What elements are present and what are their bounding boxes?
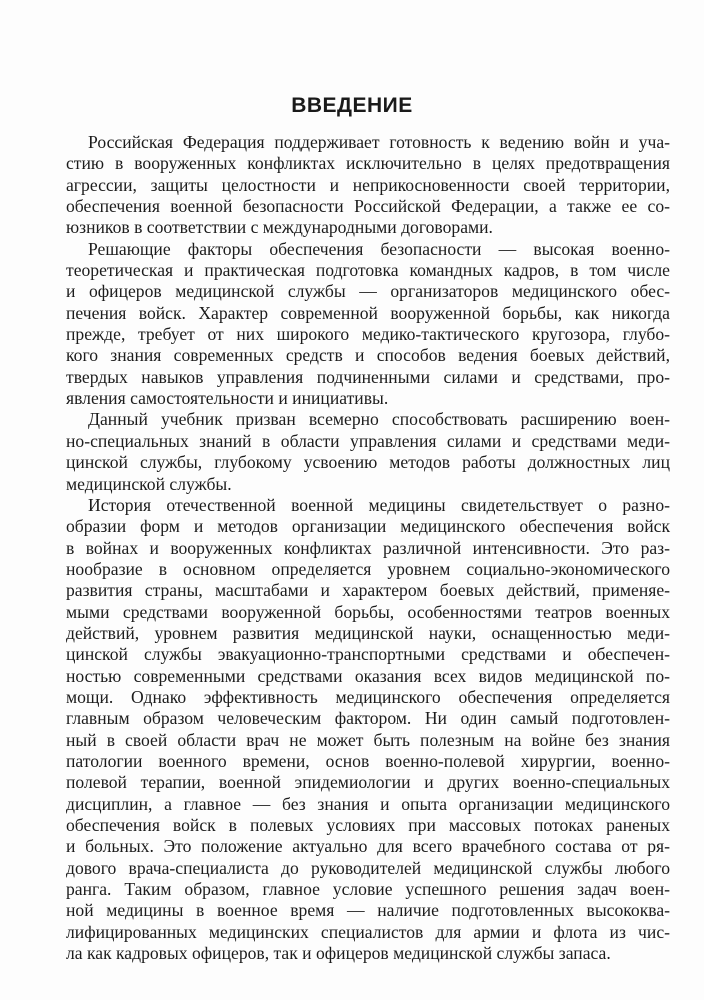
text-line: теоретическая и практическая подготовка командных кадров, в том числе (66, 260, 670, 281)
text-line: патологии военного времени, основ военно-полевой хирургии, военно- (66, 750, 670, 771)
text-line: но-специальных знаний в области управления силами и средствами меди- (66, 430, 670, 451)
text-line: главным образом человеческим фактором. Ни один самый подготовлен- (66, 708, 670, 729)
text-line: ный в своей области врач не может быть полезным на войне без знания (66, 729, 670, 750)
text-line: и больных. Это положение актуально для всего врачебного состава от ря- (66, 836, 670, 857)
text-line: обеспечения военной безопасности Российской Федерации, а также ее со- (66, 196, 670, 217)
text-line: Решающие факторы обеспечения безопасности — высокая военно- (88, 238, 670, 259)
text-line: твердых навыков управления подчиненными силами и средствами, про- (66, 366, 670, 387)
text-line: образии форм и методов организации медицинского обеспечения войск (66, 516, 670, 537)
paragraph (66, 409, 670, 494)
page-title: ВВЕДЕНИЕ (291, 94, 413, 117)
text-line: ной медицины в военное время — наличие подготовленных высококва- (66, 900, 670, 921)
text-line: стию в вооруженных конфликтах исключительно в целях предотвращения (66, 153, 670, 174)
text-line: цинской службы эвакуационно-транспортными средствами и обеспечен- (66, 644, 670, 665)
text-line: нообразие в основном определяется уровнем социально-экономического (66, 558, 670, 579)
text-line: кого знания современных средств и способов ведения боевых действий, (66, 345, 670, 366)
text-line: История отечественной военной медицины свидетельствует о разно- (88, 494, 670, 515)
text-line: Данный учебник призван всемерно способствовать расширению воен- (88, 409, 670, 430)
text-line: явления самостоятельности и инициативы. (66, 388, 389, 409)
text-line: дисциплин, а главное — без знания и опыта организации медицинского (66, 793, 670, 814)
text-line: полевой терапии, военной эпидемиологии и других военно-специальных (66, 772, 670, 793)
body-text (66, 132, 670, 964)
text-line: ла как кадровых офицеров, так и офицеров медицинской службы запаса. (66, 943, 611, 964)
text-line: медицинской службы. (66, 473, 232, 494)
text-line: в войнах и вооруженных конфликтах различной интенсивности. Это раз- (66, 537, 670, 558)
text-line: юзников в соответствии с международными договорами. (66, 217, 493, 238)
text-line: прежде, требует от них широкого медико-тактического кругозора, глубо- (66, 324, 670, 345)
text-line: дового врача-специалиста до руководителей медицинской службы любого (66, 857, 670, 878)
text-line: ностью современными средствами оказания всех видов медицинской по- (66, 665, 670, 686)
paragraph (66, 239, 670, 410)
paragraph (66, 495, 670, 965)
text-line: мыми средствами вооруженной борьбы, особенностями театров военных (66, 601, 670, 622)
text-line: мощи. Однако эффективность медицинского обеспечения определяется (66, 686, 670, 707)
text-line: лифицированных медицинских специалистов для армии и флота из чис- (66, 921, 670, 942)
text-line: ранга. Таким образом, главное условие успешного решения задач воен- (66, 879, 670, 900)
paragraph (66, 132, 670, 239)
text-line: развития страны, масштабами и характером боевых действий, применяе- (66, 580, 670, 601)
text-line: действий, уровнем развития медицинской науки, оснащенностью меди- (66, 622, 670, 643)
text-line: обеспечения войск в полевых условиях при массовых потоках раненых (66, 815, 670, 835)
text-line: цинской службы, глубокому усвоению методов работы должностных лиц (66, 452, 670, 473)
text-line: агрессии, защиты целостности и неприкосновенности своей территории, (66, 174, 670, 195)
text-line: печения войск. Характер современной вооруженной борьбы, как никогда (66, 302, 670, 323)
text-line: Российская Федерация поддерживает готовность к ведению войн и уча- (88, 132, 670, 152)
text-line: и офицеров медицинской службы — организаторов медицинского обес- (66, 281, 670, 302)
